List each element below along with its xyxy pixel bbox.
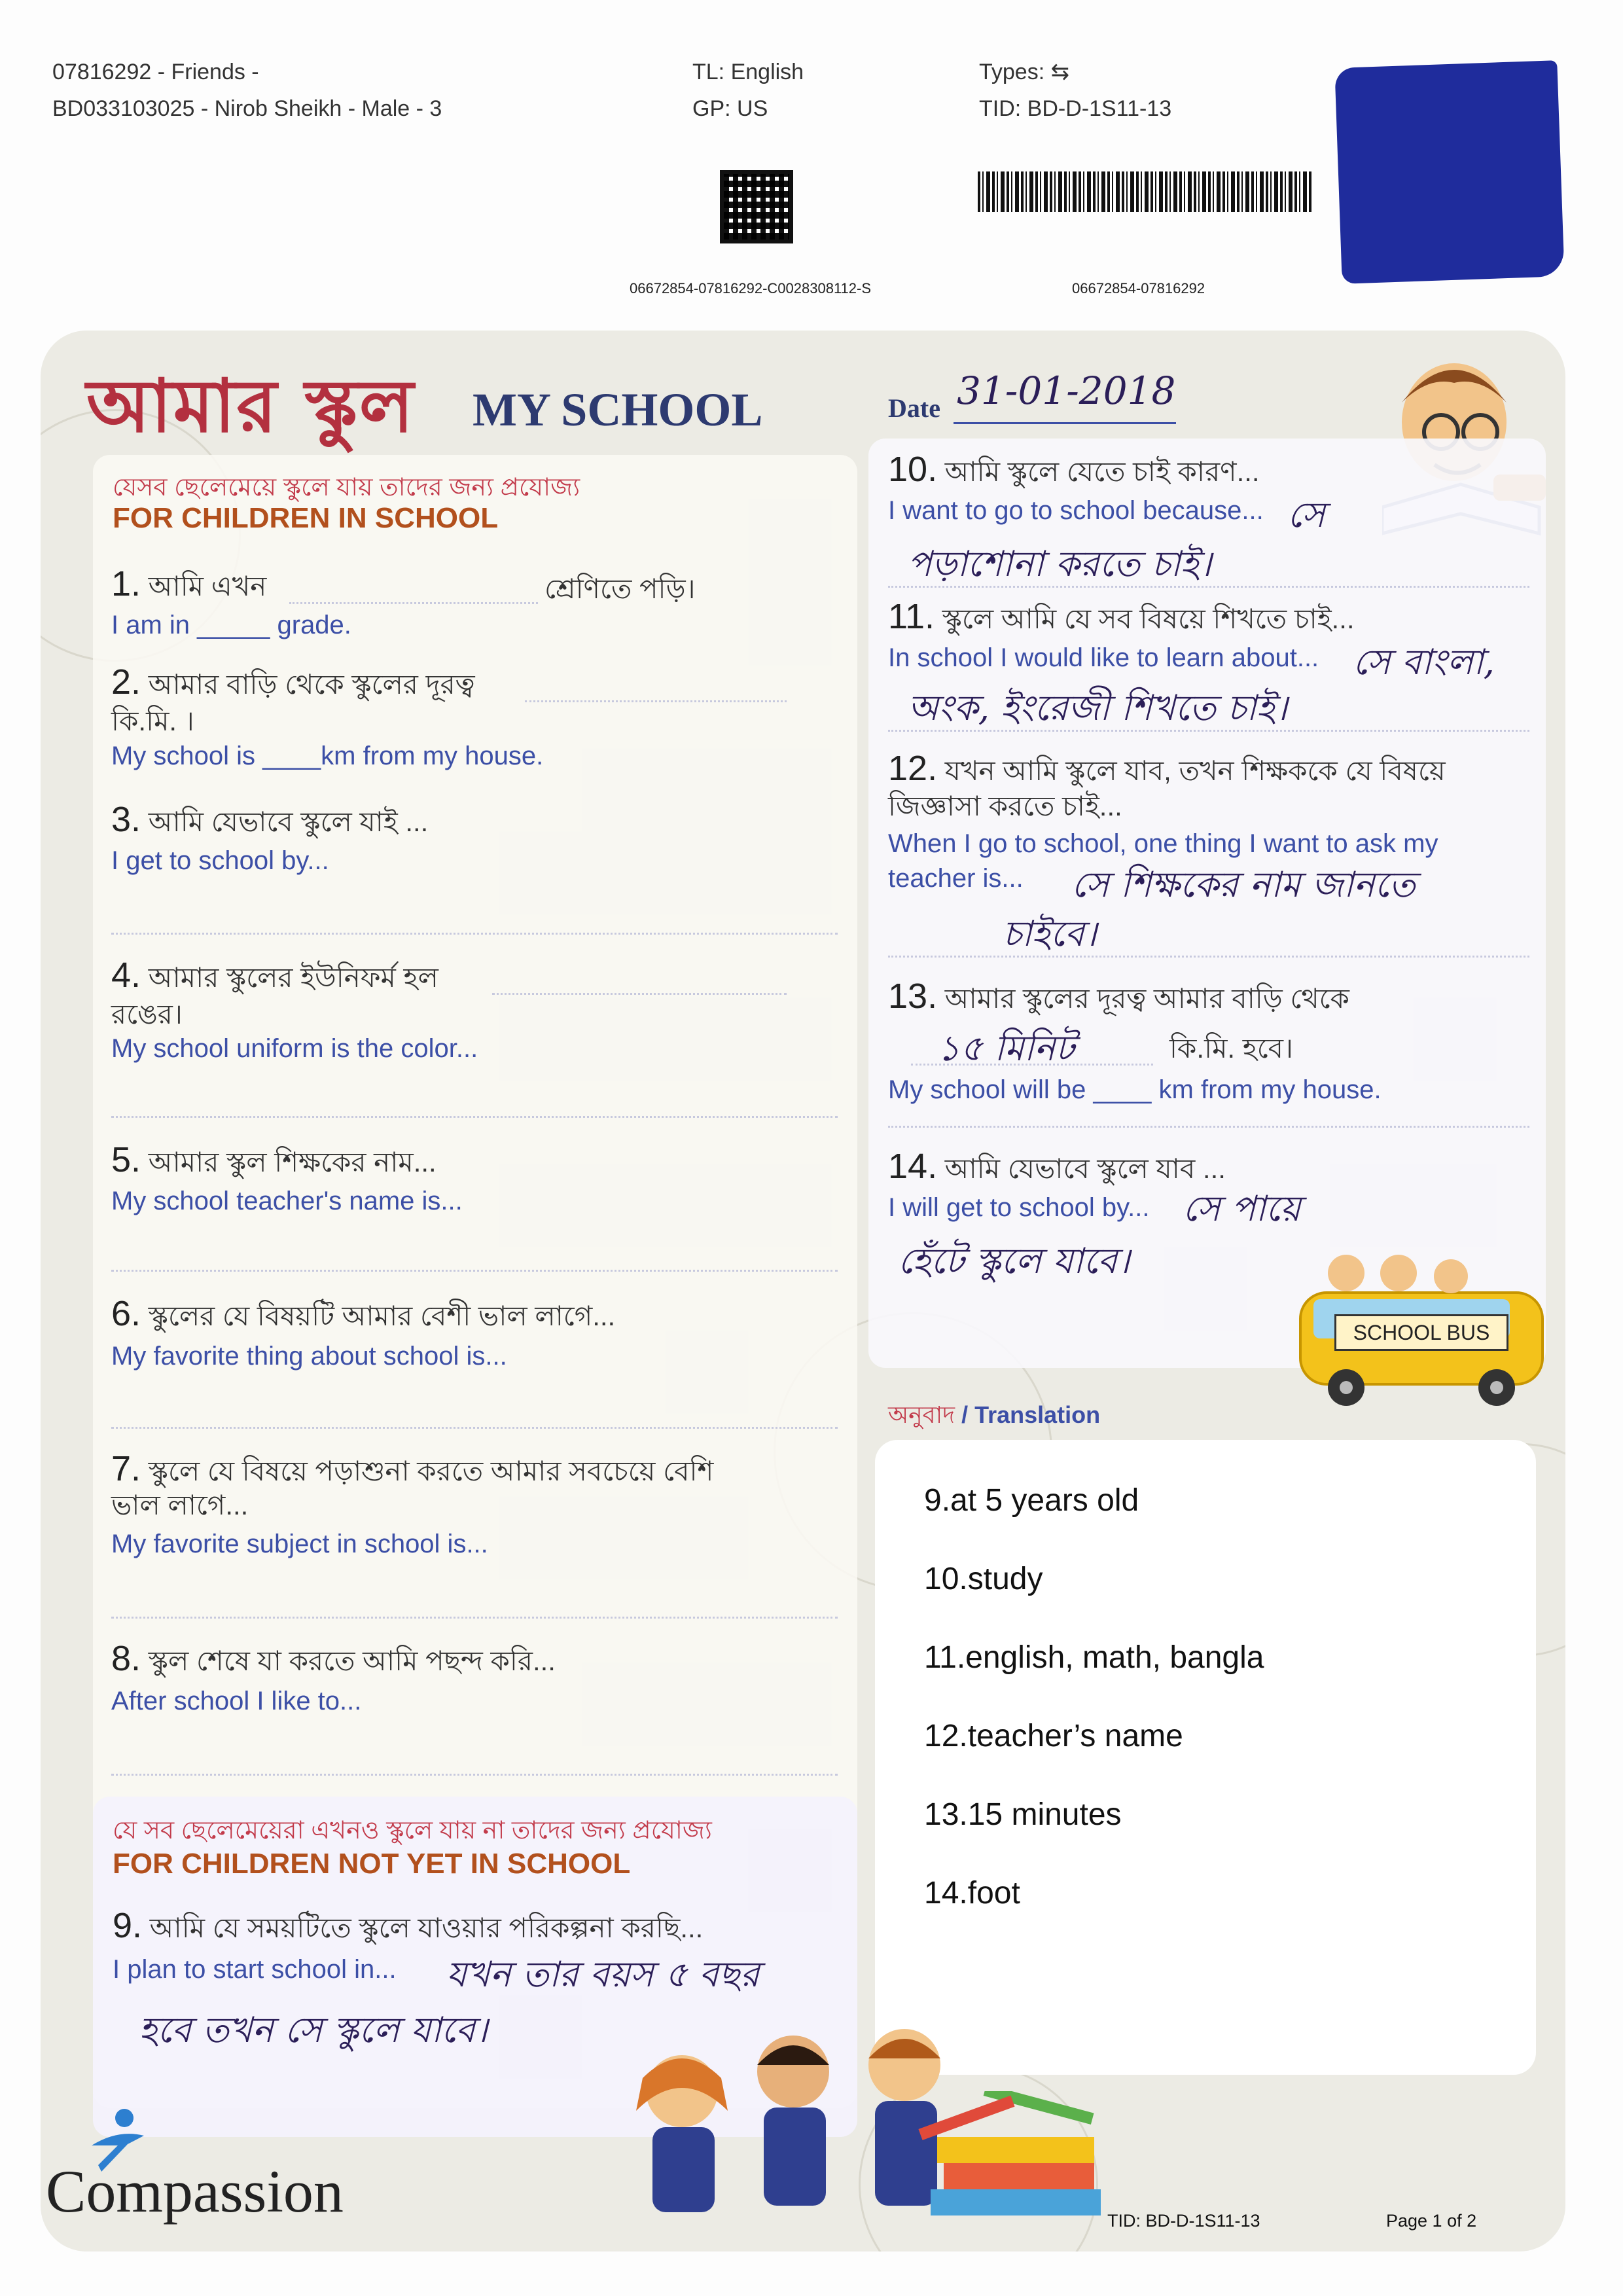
question-10-english: I want to go to school because... [888,496,1264,525]
question-12-answer-line-1: সে শিক্ষকের নাম জানতে [1071,864,1416,905]
answer-line [888,1126,1529,1128]
question-1-end: শ্রেণিতে পড়ি। [544,573,696,604]
section-not-in-school-bangla: যে সব ছেলেমেয়েরা এখনও স্কুলে যায় না তাদের জন্য প্রযোজ্য [113,1817,712,1844]
question-9-english: I plan to start school in... [113,1955,397,1984]
translation-line: 14.foot [924,1876,1020,1910]
answer-line [888,956,1529,958]
question-4-cont: রঙের। [111,999,183,1030]
question-6-english: My favorite thing about school is... [111,1342,507,1371]
question-10-answer-line-2: পড়াশোনা করতে চাই। [908,543,1212,584]
question-11-english: In school I would like to learn about... [888,643,1319,672]
section-in-school-english: FOR CHILDREN IN SCHOOL [113,502,499,534]
translation-line: 13.15 minutes [924,1797,1122,1832]
books-pencils-illustration [904,2091,1140,2248]
answer-line [888,730,1529,732]
question-7: 7. স্কুলে যে বিষয়ে পড়াশুনা করতে আমার সবচেয়ে বেশি [111,1449,714,1488]
question-12-answer-line-2: চাইবে। [1003,913,1097,954]
question-11-answer-line-2: অংক, ইংরেজী শিখতে চাই। [908,687,1288,728]
footer-tid: TID: BD-D-1S11-13 [1107,2211,1260,2231]
question-9: 9. আমি যে সময়টিতে স্কুলে যাওয়ার পরিকল্পনা করছি... [113,1906,704,1945]
question-14-english: I will get to school by... [888,1193,1150,1222]
question-7-cont: ভাল লাগে... [111,1490,249,1520]
translation-box [875,1440,1536,2075]
question-2-cont: কি.মি. । [111,706,194,736]
page-number: Page 1 of 2 [1386,2211,1477,2231]
translation-line: 9.at 5 years old [924,1483,1139,1518]
translation-line: 12.teacher’s name [924,1719,1183,1753]
question-9-answer-line-2: হবে তখন সে স্কুলে যাবে। [139,2009,488,2051]
section-not-in-school-english: FOR CHILDREN NOT YET IN SCHOOL [113,1848,631,1880]
answer-line [911,1064,1153,1066]
question-5-english: My school teacher's name is... [111,1187,463,1215]
date-label: Date [888,393,940,423]
header-child-info [52,54,442,127]
header-line-1: 07816292 - Friends - [52,60,259,84]
document-code-right: 06672854-07816292 [1072,280,1205,296]
question-2-english: My school is ____km from my house. [111,742,544,770]
translation-label [888,1397,1100,1437]
question-11: 11. স্কুলে আমি যে সব বিষয়ে শিখতে চাই... [888,597,1355,636]
document-code-left: 06672854-07816292-C0028308112-S [630,280,872,296]
header-types: Types: ⇆ [979,60,1070,84]
question-4-english: My school uniform is the color... [111,1034,478,1063]
question-14: 14. আমি যেভাবে স্কুলে যাব ... [888,1147,1226,1186]
qr-code-icon [720,170,793,243]
question-12-cont: জিজ্ঞাসা করতে চাই... [888,791,1122,821]
date-underline [954,422,1176,424]
question-2: 2. আমার বাড়ি থেকে স্কুলের দূরত্ব [111,662,475,702]
section-in-school-bangla: যেসব ছেলেমেয়ে স্কুলে যায় তাদের জন্য প্রযোজ্য [113,474,580,501]
barcode-icon [978,171,1311,212]
question-10-answer-line-1: সে [1287,494,1325,535]
translation-line: 11.english, math, bangla [924,1640,1264,1675]
answer-line [111,1270,838,1272]
answer-line [289,602,538,604]
my-school-form [41,331,1565,2251]
question-6: 6. স্কুলের যে বিষয়টি আমার বেশী ভাল লাগে... [111,1294,616,1333]
question-13-answer: ১৫ মিনিট [937,1028,1075,1069]
question-7-english: My favorite subject in school is... [111,1530,488,1558]
header-line-2: BD033103025 - Nirob Sheikh - Male - 3 [52,96,442,121]
title-english: MY SCHOOL [473,384,763,436]
answer-line [492,993,787,995]
question-13: 13. আমার স্কুলের দূরত্ব আমার বাড়ি থেকে [888,977,1349,1016]
header-tid: TID: BD-D-1S11-13 [979,96,1172,121]
answer-line [525,700,787,702]
answer-line [111,933,838,935]
answer-line [111,1774,838,1776]
question-13-english: My school will be ____ km from my house. [888,1075,1382,1104]
question-1-english: I am in _____ grade. [111,611,351,639]
question-9-answer-line-1: যখন তার বয়স ৫ বছর [446,1954,760,1995]
question-12-english-1: When I go to school, one thing I want to ask my [888,829,1438,858]
question-10: 10. আমি স্কুলে যেতে চাই কারণ... [888,450,1260,489]
question-12: 12. যখন আমি স্কুলে যাব, তখন শিক্ষককে যে বিষয়ে [888,749,1446,788]
header-language-info [692,54,804,127]
question-14-answer-line-1: সে পায়ে [1183,1188,1301,1229]
question-3: 3. আমি যেভাবে স্কুলে যাই ... [111,800,429,839]
translation-label-english: / Translation [961,1401,1101,1428]
answer-line [111,1116,838,1118]
title-bangla: আমার স্কুল [86,363,416,449]
header-type-info [979,54,1171,127]
question-8-english: After school I like to... [111,1687,362,1715]
answer-line [111,1617,838,1619]
answer-line [888,586,1529,588]
question-11-answer-line-1: সে বাংলা, [1353,641,1495,683]
redaction-scribble [1334,60,1564,284]
question-1: 1. আমি এখন [111,564,267,603]
school-bus-label: SCHOOL BUS [1334,1314,1508,1351]
question-14-answer-line-2: হেঁটে স্কুলে যাবে। [898,1240,1130,1282]
header-gp: GP: US [692,96,768,121]
answer-line [111,1427,838,1429]
question-3-english: I get to school by... [111,846,329,875]
question-5: 5. আমার স্কুল শিক্ষকের নাম... [111,1140,437,1179]
question-4: 4. আমার স্কুলের ইউনিফর্ম হল [111,956,438,995]
translation-label-bangla: অনুবাদ [888,1401,955,1428]
date-value: 31-01-2018 [957,368,1176,413]
question-12-english-2: teacher is... [888,864,1024,893]
header-tl: TL: English [692,60,804,84]
compassion-brand: Compassion [46,2158,344,2225]
question-13-cont: কি.মি. হবে। [1169,1033,1294,1064]
question-8: 8. স্কুল শেষে যা করতে আমি পছন্দ করি... [111,1639,556,1678]
translation-line: 10.study [924,1562,1043,1596]
